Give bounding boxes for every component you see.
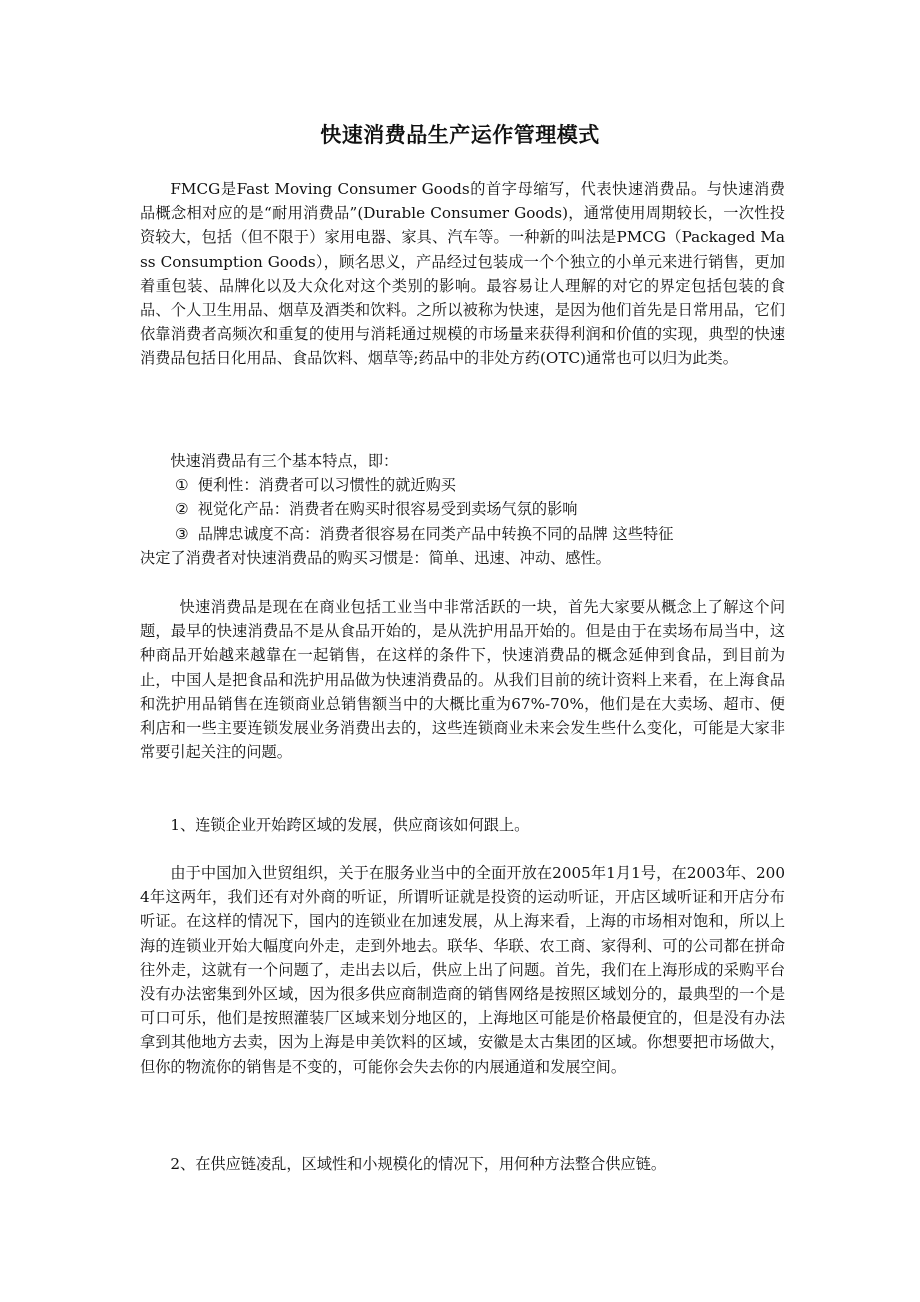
features-intro: 快速消费品有三个基本特点，即： [170,452,399,470]
section-heading-2 [140,1152,785,1176]
section-heading-1 [140,813,785,837]
feature-text: 便利性：消费者可以习惯性的就近购买 [197,476,456,495]
paragraph-market [140,595,785,764]
paragraph-market-text: 快速消费品是现在在商业包括工业当中非常活跃的一块，首先大家要从概念上了解这个问题，最早的快速消费品不是从食品开始的，是从洗护用品开始的。但是由于在卖场布局当中，这种商品开始越来越靠在一起销售，在这样的条件下，快速消费品的概念延伸到食品，到目前为止，中国人是把食品和洗护用品做为快速消费品的。从我们目前的统计资料上来看，在上海食品和洗护用品销售在连锁商业总销售额当中的大概比重为67%-70%，他们是在大卖场、超市、便利店和一些主要连锁发展业务消费出去的，这些连锁商业未来会发生些什么变化，可能是大家非常要引起关注的问题。 [140,598,785,762]
paragraph-wto [140,861,785,1079]
features-section [140,449,785,570]
feature-marker: ③ [174,524,189,543]
feature-item-3 [140,522,785,546]
features-tail: 决定了消费者对快速消费品的购买习惯是：简单、迅速、冲动、感性。 [140,548,611,567]
feature-text: 视觉化产品：消费者在购买时很容易受到卖场气氛的影响 [197,500,578,519]
document-title: 快速消费品生产运作管理模式 [320,123,600,147]
feature-item-2 [140,497,785,521]
feature-item-1 [140,473,785,497]
paragraph-fmcg-text: FMCG是Fast Moving Consumer Goods的首字母缩写，代表快速消费品。与快速消费品概念相对应的是“耐用消费品”(Durable Consumer Goods)，通常使用周期较长，一次性投资较大，包括（但不限于）家用电器、家具、汽车等。一种新的叫法是PMCG（Packaged Mass Consumption Goods），顾名思义，产品经过包装成一个个独立的小单元来进行销售，更加着重包装、品牌化以及大众化对这个类别的影响。最容易让人理解的对它的界定包括包装的食品、个人卫生用品、烟草及酒类和饮料。之所以被称为快速，是因为他们首先是日常用品，它们依靠消费者高频次和重复的使用与消耗通过规模的市场量来获得利润和价值的实现，典型的快速消费品包括日化用品、食品饮料、烟草等;药品中的非处方药(OTC)通常也可以归为此类。 [140,180,785,368]
paragraph-fmcg-definition [140,177,785,371]
paragraph-wto-text: 由于中国加入世贸组织，关于在服务业当中的全面开放在2005年1月1号，在2003年、2004年这两年，我们还有对外商的听证，所谓听证就是投资的运动听证，开店区域听证和开店分布听证。在这样的情况下，国内的连锁业在加速发展，从上海来看，上海的市场相对饱和，所以上海的连锁业开始大幅度向外走，走到外地去。联华、华联、农工商、家得利、可的公司都在拼命往外走，这就有一个问题了，走出去以后，供应上出了问题。首先，我们在上海形成的采购平台没有办法密集到外区域，因为很多供应商制造商的销售网络是按照区域划分的，最典型的一个是可口可乐，他们是按照灌装厂区域来划分地区的，上海地区可能是价格最便宜的，但是没有办法拿到其他地方去卖，因为上海是申美饮料的区域，安徽是太古集团的区域。你想要把市场做大，但你的物流你的销售是不变的，可能你会失去你的内展通道和发展空间。 [140,864,785,1076]
feature-marker: ① [174,476,189,495]
heading-2-text: 2、在供应链凌乱，区域性和小规模化的情况下，用何种方法整合供应链。 [170,1155,667,1173]
heading-1-text: 1、连锁企业开始跨区域的发展，供应商该如何跟上。 [170,816,530,834]
feature-text: 品牌忠诚度不高：消费者很容易在同类产品中转换不同的品牌 这些特征 [197,524,674,543]
feature-marker: ② [174,500,189,519]
